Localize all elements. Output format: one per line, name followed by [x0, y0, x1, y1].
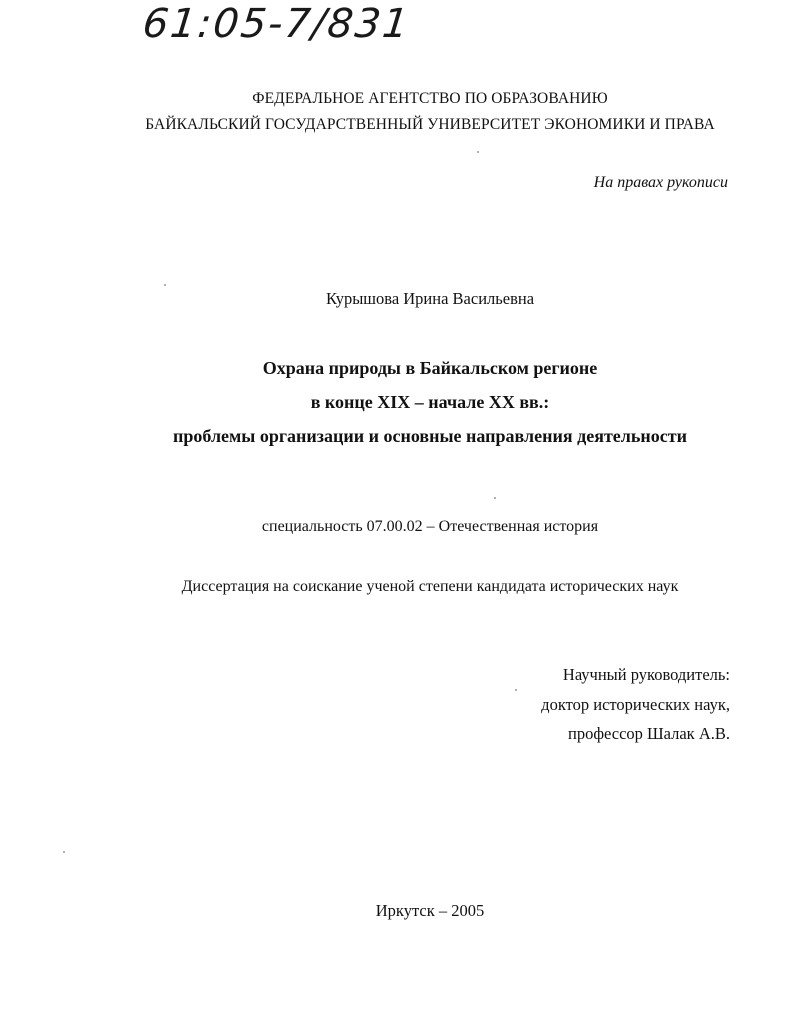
agency-name: ФЕДЕРАЛЬНОЕ АГЕНТСТВО ПО ОБРАЗОВАНИЮ	[252, 90, 608, 107]
university-name: БАЙКАЛЬСКИЙ ГОСУДАРСТВЕННЫЙ УНИВЕРСИТЕТ ЭКОНОМИКИ И ПРАВА	[145, 116, 715, 133]
author-name: Курышова Ирина Васильевна	[325, 289, 535, 308]
specialty: специальность 07.00.02 – Отечественная история	[261, 518, 599, 535]
city-year: Иркутск – 2005	[375, 901, 485, 920]
scan-speck	[494, 497, 496, 499]
manuscript-note: На правах рукописи	[593, 174, 728, 191]
title-line-2: в конце XIX – начале XX вв.:	[310, 392, 550, 412]
title-line-1: Охрана природы в Байкальском регионе	[262, 358, 598, 378]
scan-speck	[477, 151, 479, 153]
supervisor-label: Научный руководитель:	[562, 665, 730, 684]
supervisor-degree: доктор исторических наук,	[541, 695, 730, 714]
scan-speck	[164, 284, 166, 286]
title-line-3: проблемы организации и основные направления деятельности	[173, 426, 687, 446]
supervisor-name: профессор Шалак А.В.	[567, 724, 730, 743]
archive-code-handwritten: 61:05-7/831	[140, 1, 413, 47]
scan-speck	[515, 689, 517, 691]
degree-statement: Диссертация на соискание ученой степени кандидата исторических наук	[181, 578, 679, 595]
scan-speck	[63, 851, 65, 853]
